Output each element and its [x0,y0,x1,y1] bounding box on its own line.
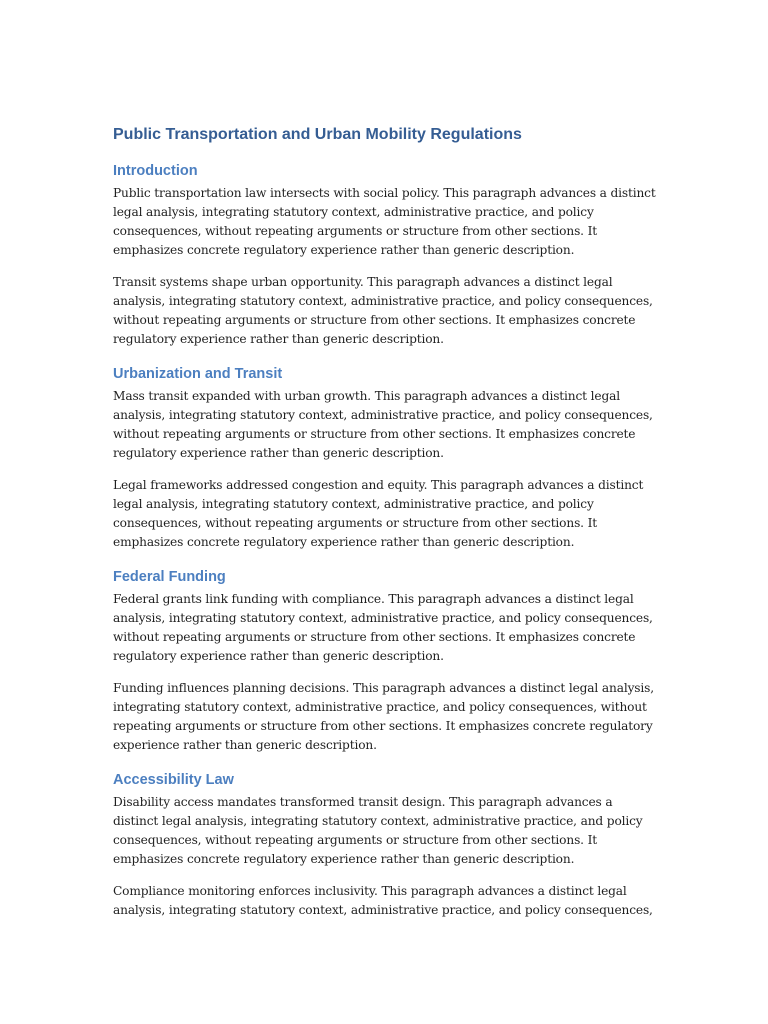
section-heading: Accessibility Law [113,772,234,788]
section-heading: Federal Funding [113,569,226,585]
paragraph: Public transportation law intersects with social policy. This paragraph advances a distinct legal analysis, integrating statutory context, administrative practice, and policy consequences, without repeating arguments or structure from other sections. It emphasizes concrete regulatory experience rather than generic description. [113,186,656,258]
section-heading: Urbanization and Transit [113,366,283,382]
paragraph: Federal grants link funding with compliance. This paragraph advances a distinct legal analysis, integrating statutory context, administrative practice, and policy consequences, without repeating arguments or structure from other sections. It emphasizes concrete regulatory experience rather than generic description. [113,592,653,664]
section-urbanization-and-transit [113,365,658,552]
section-federal-funding [113,568,658,755]
paragraph: Disability access mandates transformed transit design. This paragraph advances a distinct legal analysis, integrating statutory context, administrative practice, and policy consequences, without repeating arguments or structure from other sections. It emphasizes concrete regulatory experience rather than generic description. [113,795,643,867]
section-heading: Introduction [113,163,198,179]
paragraph: Funding influences planning decisions. This paragraph advances a distinct legal analysis, integrating statutory context, administrative practice, and policy consequences, without repeating arguments or structure from other sections. It emphasizes concrete regulatory experience rather than generic description. [113,680,654,753]
section-introduction [113,162,658,349]
document-title: Public Transportation and Urban Mobility Regulations [113,126,522,143]
section-accessibility-law [113,771,658,920]
paragraph: Compliance monitoring enforces inclusivity. This paragraph advances a distinct legal analysis, integrating statutory context, administrative practice, and policy consequences, [113,883,653,917]
paragraph: Mass transit expanded with urban growth. This paragraph advances a distinct legal analysis, integrating statutory context, administrative practice, and policy consequences, without repeating arguments or structure from other sections. It emphasizes concrete regulatory experience rather than generic description. [113,389,653,461]
paragraph: Legal frameworks addressed congestion and equity. This paragraph advances a distinct legal analysis, integrating statutory context, administrative practice, and policy consequences, without repeating arguments or structure from other sections. It emphasizes concrete regulatory experience rather than generic description. [113,477,644,550]
paragraph: Transit systems shape urban opportunity. This paragraph advances a distinct legal analysis, integrating statutory context, administrative practice, and policy consequences, without repeating arguments or structure from other sections. It emphasizes concrete regulatory experience rather than generic description. [113,274,653,347]
